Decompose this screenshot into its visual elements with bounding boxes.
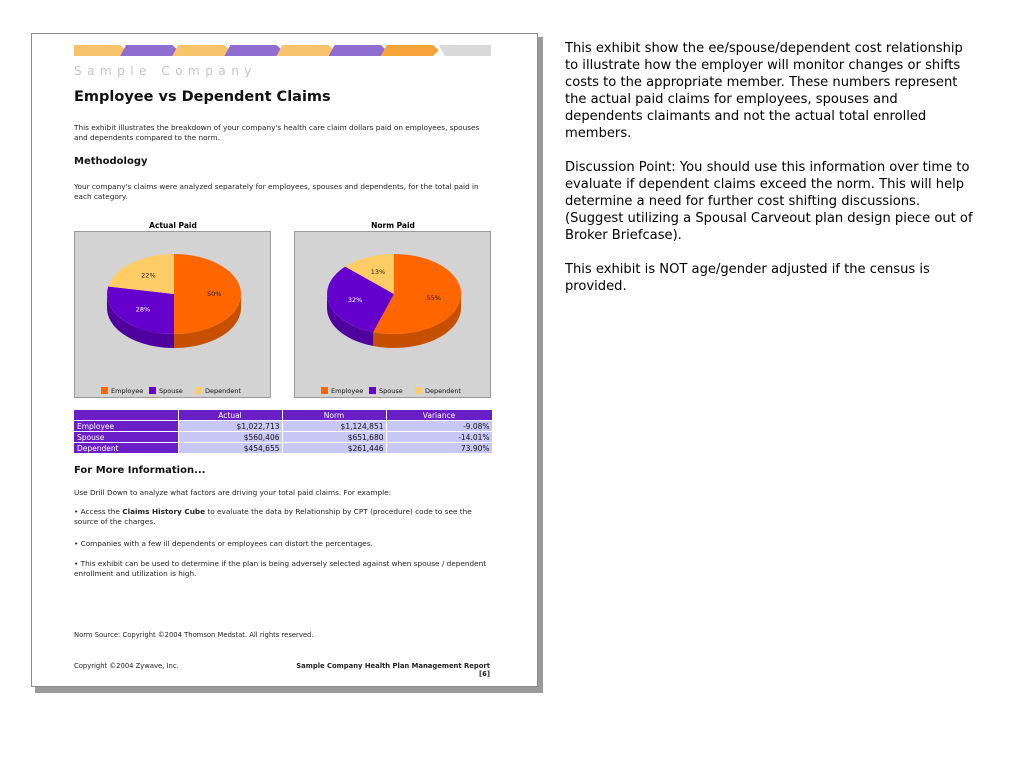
report-page	[31, 33, 538, 687]
banner-stripe	[439, 45, 491, 56]
legend-label: Spouse	[379, 387, 403, 396]
actual-paid-chart	[74, 231, 271, 398]
norm-cell: $1,124,851	[282, 421, 386, 432]
actual-cell: $1,022,713	[178, 421, 282, 432]
legend-swatch	[149, 387, 156, 394]
norm-paid-chart-title: Norm Paid	[371, 221, 415, 230]
bullet-claims-history	[74, 507, 494, 527]
table-header-cell: Actual	[178, 410, 282, 421]
legend-label: Spouse	[159, 387, 183, 396]
notes-paragraph: Discussion Point: You should use this information over time to evaluate if dependent claims exceed the norm. This will help determine a need for further cost shifting discussions. (Suggest utilizing a Spousal Carveout plan design piece out of Broker Briefcase).	[565, 160, 973, 243]
legend-label: Dependent	[425, 387, 462, 396]
legend-label: Employee	[331, 387, 364, 396]
banner-stripe	[381, 45, 439, 56]
bullet-distort: • Companies with a few ill dependents or employees can distort the percentages.	[74, 539, 373, 548]
drill-down-text: Use Drill Down to analyze what factors are driving your total paid claims. For example:	[74, 488, 392, 497]
bullet-adverse-selection: • This exhibit can be used to determine if the plan is being adversely selected against when spouse / dependent enrollment and utilization is high.	[74, 559, 487, 578]
table-row	[74, 432, 492, 443]
claims-history-cube-link: Claims History Cube	[122, 507, 206, 516]
variance-cell: -9.08%	[386, 421, 492, 432]
intro-text: This exhibit illustrates the breakdown of your company's health care claim dollars paid on employees, spouses and dependents compared to the norm.	[74, 123, 480, 142]
bullet-1-suffix: to evaluate the data by Relationship by CPT (procedure) code to see the source of the charges.	[74, 507, 472, 526]
norm-cell: $651,680	[282, 432, 386, 443]
legend-swatch	[101, 387, 108, 394]
legend-swatch	[321, 387, 328, 394]
report-title: Employee vs Dependent Claims	[74, 89, 331, 105]
norm-paid-chart	[294, 231, 491, 398]
company-name: Sample Company	[74, 64, 257, 78]
pie-slice-label: 22%	[141, 271, 156, 280]
actual-paid-pie-svg	[75, 232, 272, 399]
banner-stripe	[277, 45, 335, 56]
pie-slice-label: 28%	[135, 305, 151, 314]
row-label: Employee	[74, 421, 178, 432]
pie-slice-label: 50%	[206, 290, 222, 298]
table-row	[74, 421, 492, 432]
table-header-cell: Variance	[386, 410, 492, 421]
footer-report-title: Sample Company Health Plan Management Report [6]	[296, 662, 490, 678]
table-header-cell	[74, 410, 178, 421]
table-header-row	[74, 410, 492, 421]
pie-slice-label: 55%	[426, 293, 441, 302]
table-row	[74, 443, 492, 454]
banner-stripe	[120, 45, 178, 56]
actual-cell: $454,655	[178, 443, 282, 454]
bullet-1-prefix: • Access the	[74, 507, 123, 516]
more-info-heading: For More Information...	[74, 465, 206, 476]
actual-cell: $560,406	[178, 432, 282, 443]
legend-swatch	[369, 387, 376, 394]
claims-summary-table	[74, 410, 493, 453]
row-label: Spouse	[74, 432, 178, 443]
methodology-text: Your company's claims were analyzed separately for employees, spouses and dependents, for the total paid in each category.	[74, 182, 479, 201]
speaker-notes	[565, 40, 975, 312]
pie-slice-label: 13%	[370, 268, 386, 276]
norm-paid-pie-svg	[295, 232, 492, 399]
footer-copyright: Copyright ©2004 Zywave, Inc.	[74, 662, 179, 670]
methodology-heading: Methodology	[74, 156, 148, 167]
table-header-cell: Norm	[282, 410, 386, 421]
variance-cell: 73.90%	[386, 443, 492, 454]
notes-paragraph: This exhibit is NOT age/gender adjusted if the census is provided.	[565, 262, 930, 294]
legend-label: Dependent	[205, 387, 242, 396]
banner-stripe	[224, 45, 282, 56]
norm-source-text: Norm Source: Copyright ©2004 Thomson Medstat. All rights reserved.	[74, 631, 314, 639]
header-banner	[74, 45, 491, 56]
banner-stripe	[172, 45, 230, 56]
legend-swatch	[415, 387, 422, 394]
row-label: Dependent	[74, 443, 178, 454]
legend-swatch	[195, 387, 202, 394]
banner-stripe	[74, 45, 126, 56]
actual-paid-chart-title: Actual Paid	[149, 221, 197, 230]
pie-slice-label: 32%	[347, 296, 363, 304]
banner-stripe	[329, 45, 387, 56]
norm-cell: $261,446	[282, 443, 386, 454]
variance-cell: -14.01%	[386, 432, 492, 443]
notes-paragraph: This exhibit show the ee/spouse/dependent cost relationship to illustrate how the employer will monitor changes or shifts costs to the appropriate member. These numbers represent the actual paid claims for employees, spouses and dependents claimants and not the actual total enrolled members.	[565, 41, 963, 141]
legend-label: Employee	[111, 387, 144, 396]
